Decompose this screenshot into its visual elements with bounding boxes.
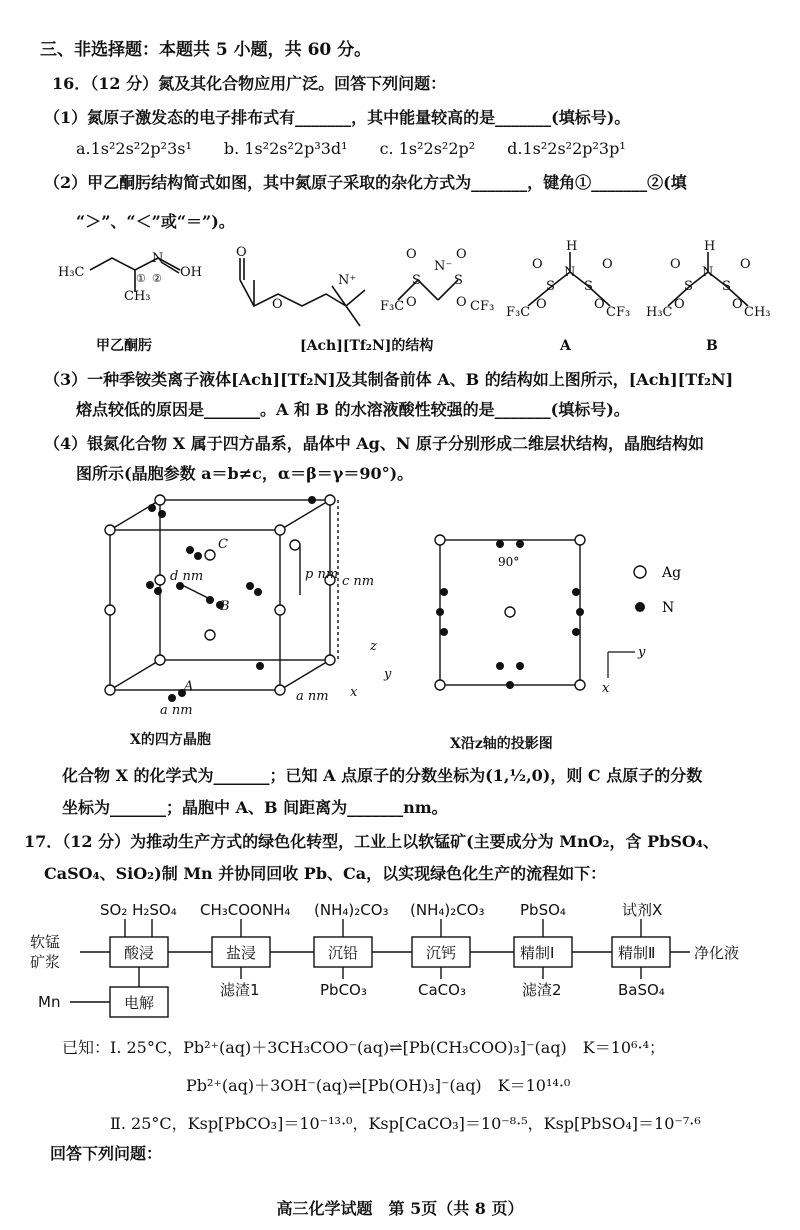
svg-text:H₃C: H₃C	[58, 265, 85, 280]
projection-diagram	[430, 530, 730, 700]
svg-text:N: N	[564, 265, 576, 280]
output-mn: Mn	[38, 993, 61, 1011]
reagent-refine-1: PbSO₄	[520, 901, 566, 919]
reagent-precip-pb: (NH₄)₂CO₃	[314, 901, 389, 919]
svg-text:F₃C: F₃C	[380, 299, 405, 314]
svg-text:x: x	[602, 681, 610, 696]
svg-text:x: x	[350, 685, 358, 700]
reagent-salt-leach: CH₃COONH₄	[200, 901, 291, 919]
svg-text:N: N	[152, 251, 164, 266]
svg-text:O: O	[406, 247, 417, 262]
label-a: A	[560, 338, 571, 354]
svg-text:O: O	[272, 297, 283, 312]
svg-text:O: O	[740, 257, 751, 272]
process-flowchart	[30, 895, 770, 1020]
q16-part3-line1: （3）一种季铵类离子液体[Ach][Tf₂N]及其制备前体 A、B 的结构如上图所示，[Ach][Tf₂N]	[44, 370, 734, 389]
svg-text:A: A	[184, 679, 194, 694]
svg-text:y: y	[384, 667, 392, 682]
box-precip-ca: 沉钙	[426, 944, 457, 962]
page-footer: 高三化学试题 第 5页（共 8 页）	[276, 1199, 524, 1218]
box-acid-leach: 酸浸	[124, 944, 155, 962]
box-salt-leach: 盐浸	[226, 944, 257, 962]
svg-text:S: S	[454, 273, 463, 288]
svg-text:O: O	[670, 257, 681, 272]
box-electrolysis: 电解	[124, 994, 155, 1012]
output-purified-liquid: 净化液	[694, 944, 740, 962]
svg-text:O: O	[236, 245, 247, 260]
known-3: Ⅱ. 25°C，Ksp[PbCO₃]＝10⁻¹³·⁰，Ksp[CaCO₃]＝10⁻⁸·⁵，Ksp[PbSO₄]＝10⁻⁷·⁶	[110, 1114, 701, 1133]
svg-text:O: O	[674, 297, 685, 312]
svg-text:N⁺: N⁺	[338, 273, 357, 288]
label-ach-tf2n: [Ach][Tf₂N]的结构	[300, 338, 434, 354]
section-heading: 三、非选择题：本题共 5 小题，共 60 分。	[40, 40, 372, 60]
svg-text:S: S	[722, 279, 731, 294]
svg-text:②: ②	[152, 272, 162, 285]
product-pbco3: PbCO₃	[320, 981, 367, 999]
unit-cell-diagram	[100, 490, 410, 720]
svg-text:c nm: c nm	[342, 574, 375, 589]
svg-text:F₃C: F₃C	[506, 305, 531, 320]
svg-text:z: z	[370, 639, 377, 654]
proj-caption: X沿z轴的投影图	[450, 736, 553, 752]
svg-text:O: O	[536, 297, 547, 312]
svg-text:O: O	[406, 295, 417, 310]
svg-text:a nm: a nm	[160, 703, 193, 718]
cell-caption: X的四方晶胞	[130, 732, 211, 748]
svg-text:O: O	[594, 297, 605, 312]
reagent-precip-ca: (NH₄)₂CO₃	[410, 901, 485, 919]
svg-text:S: S	[584, 279, 593, 294]
feed-label-2: 矿浆	[30, 953, 61, 971]
svg-text:CH₃: CH₃	[124, 289, 151, 304]
svg-text:CF₃: CF₃	[606, 305, 631, 320]
svg-text:H₃C: H₃C	[646, 305, 673, 320]
svg-text:B: B	[220, 599, 230, 614]
box-refine-2: 精制Ⅱ	[618, 944, 656, 962]
q16-part2-line1: （2）甲乙酮肟结构简式如图，其中氮原子采取的杂化方式为_______，键角①_______②(填	[44, 173, 687, 192]
svg-text:O: O	[456, 247, 467, 262]
product-caco3: CaCO₃	[418, 981, 466, 999]
feed-label-1: 软锰	[30, 933, 61, 951]
svg-text:S: S	[546, 279, 555, 294]
known-1: 已知：Ⅰ. 25°C，Pb²⁺(aq)＋3CH₃COO⁻(aq)⇌[Pb(CH₃COO)₃]⁻(aq) K＝10⁶·⁴；	[62, 1038, 666, 1057]
label-mek-oxime: 甲乙酮肟	[96, 338, 152, 354]
q17-stem-line2: CaSO₄、SiO₂)制 Mn 并协同回收 Pb、Ca，以实现绿色化生产的流程如下：	[44, 864, 607, 883]
q16-part4-line3: 化合物 X 的化学式为_______；已知 A 点原子的分数坐标为(1,½,0)，则 C 点原子的分数	[62, 766, 703, 785]
box-refine-1: 精制Ⅰ	[520, 944, 555, 962]
reagent-acid-leach: SO₂ H₂SO₄	[100, 901, 177, 919]
product-residue-1: 滤渣1	[220, 981, 260, 999]
q16-part4-line1: （4）银氮化合物 X 属于四方晶系，晶体中 Ag、N 原子分别形成二维层状结构，晶胞结构如	[44, 434, 705, 453]
product-residue-2: 滤渣2	[522, 981, 562, 999]
svg-text:N: N	[702, 265, 714, 280]
answer-prompt: 回答下列问题：	[50, 1144, 163, 1163]
box-precip-pb: 沉铅	[328, 944, 359, 962]
q16-part3-line2: 熔点较低的原因是_______。A 和 B 的水溶液酸性较强的是_______(填标号)。	[76, 400, 630, 419]
svg-text:CH₃: CH₃	[744, 305, 771, 320]
q17-stem-line1: 17．（12 分）为推动生产方式的绿色化转型，工业上以软锰矿(主要成分为 MnO₂，含 PbSO₄、	[24, 832, 719, 851]
svg-text:C: C	[218, 537, 228, 552]
legend-ag-label: Ag	[662, 565, 682, 581]
q16-part1: （1）氮原子激发态的电子排布式有_______，其中能量较高的是_______(填标号)。	[44, 108, 631, 127]
q16-part4-line4: 坐标为_______；晶胞中 A、B 间距离为_______nm。	[62, 798, 448, 817]
svg-text:N⁻: N⁻	[434, 259, 453, 274]
q16-part4-line2: 图所示(晶胞参数 a＝b≠c，α＝β＝γ＝90°)。	[76, 464, 414, 483]
legend-n-label: N	[662, 600, 675, 616]
svg-text:a nm: a nm	[296, 689, 329, 704]
svg-text:O: O	[732, 297, 743, 312]
svg-text:O: O	[456, 295, 467, 310]
svg-text:O: O	[532, 257, 543, 272]
reagent-refine-2: 试剂X	[622, 901, 663, 919]
known-2: Pb²⁺(aq)＋3OH⁻(aq)⇌[Pb(OH)₃]⁻(aq) K＝10¹⁴·⁰	[186, 1076, 571, 1095]
svg-text:d nm: d nm	[170, 569, 204, 584]
q16-part2-line2: “＞”、“＜”或“＝”)。	[76, 212, 235, 231]
svg-text:O: O	[602, 257, 613, 272]
svg-text:S: S	[684, 279, 693, 294]
svg-text:H: H	[566, 240, 578, 254]
svg-text:y: y	[638, 645, 646, 660]
product-baso4: BaSO₄	[618, 981, 665, 999]
svg-text:p nm: p nm	[305, 567, 339, 582]
svg-text:S: S	[412, 273, 421, 288]
svg-text:①: ①	[136, 272, 146, 285]
angle-label: 90°	[498, 555, 520, 569]
q16-part1-options: a.1s²2s²2p²3s¹ b. 1s²2s²2p³3d¹ c. 1s²2s²2p² d.1s²2s²2p²3p¹	[76, 139, 626, 158]
q16-stem: 16．（12 分）氮及其化合物应用广泛。回答下列问题：	[52, 74, 447, 93]
svg-text:H: H	[704, 240, 716, 254]
label-b: B	[706, 338, 718, 354]
svg-text:CF₃: CF₃	[470, 299, 495, 314]
svg-text:OH: OH	[180, 265, 202, 280]
